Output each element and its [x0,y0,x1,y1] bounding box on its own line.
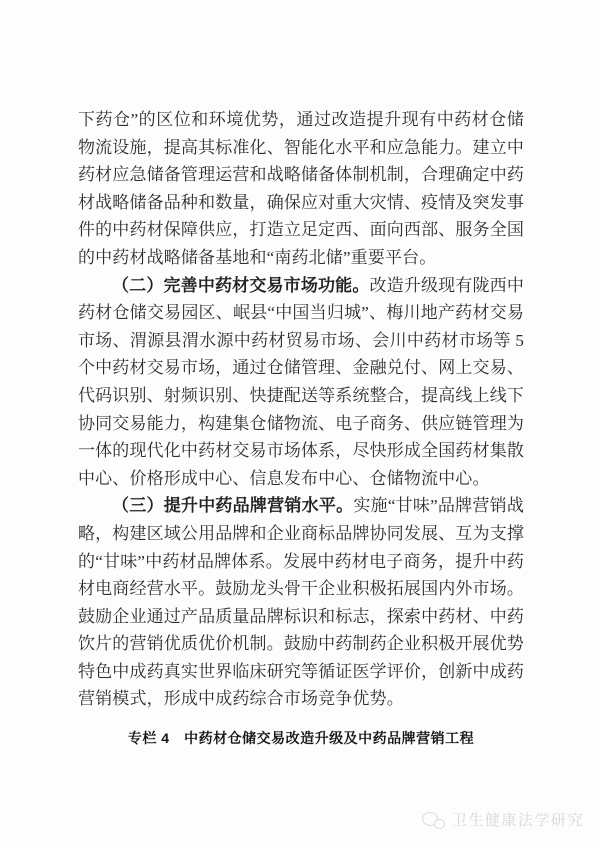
box-4-title: 专栏 4 中药材仓储交易改造升级及中药品牌营销工程 [127,730,475,747]
paragraph-2 [78,272,524,493]
body-text-block [78,106,524,753]
section-2-heading: （二）完善中药材交易市场功能。 [112,275,370,295]
paragraph-1-text: 下药仓”的区位和环境优势，通过改造提升现有中药材仓储物流设施，提高其标准化、智能化水平和应急能力。建立中药材应急储备管理运营和战略储备体制机制，合理确定中药材战略储备品种和数量，确保应对重大灾情、疫情及突发事件的中药材保障供应，打造立足定西、面向西部、服务全国的中药材战略储备基地和“南药北储”重要平台。 [78,110,524,267]
paragraph-2-text: 改造升级现有陇西中药材仓储交易园区、岷县“中国当归城”、梅川地产药材交易市场、渭源县渭水源中药材贸易市场、会川中药材市场等 5 个中药材交易市场，通过仓储管理、金融兑付、网上交易、代码识别、射频识别、快捷配送等系统整合，提高线上线下协同交易能力，构建集仓储物流、电子商务、供应链管理为一体的现代化中药材交易市场体系，尽快形成全国药材集散中心、价格形成中心、信息发布中心、仓储物流中心。 [78,275,525,488]
watermark [422,809,584,830]
section-3-heading: （三）提升中药品牌营销水平。 [112,496,354,516]
watermark-text: 卫生健康法学研究 [451,812,584,829]
paragraph-1 [78,106,524,272]
paragraph-3 [78,492,524,713]
watermark-logo-icon [422,811,446,829]
paragraph-3-text: 实施“甘味”品牌营销战略，构建区域公用品牌和企业商标品牌协同发展、互为支撑的“甘味”中药材品牌体系。发展中药材电子商务，提升中药材电商经营水平。鼓励龙头骨干企业积极拓展国内外市场。鼓励企业通过产品质量品牌标识和标志，探索中药材、中药饮片的营销优质优价机制。鼓励中药制药企业积极开展优势特色中成药真实世界临床研究等循证医学评价，创新中成药营销模式，形成中成药综合市场竞争优势。 [78,496,524,709]
